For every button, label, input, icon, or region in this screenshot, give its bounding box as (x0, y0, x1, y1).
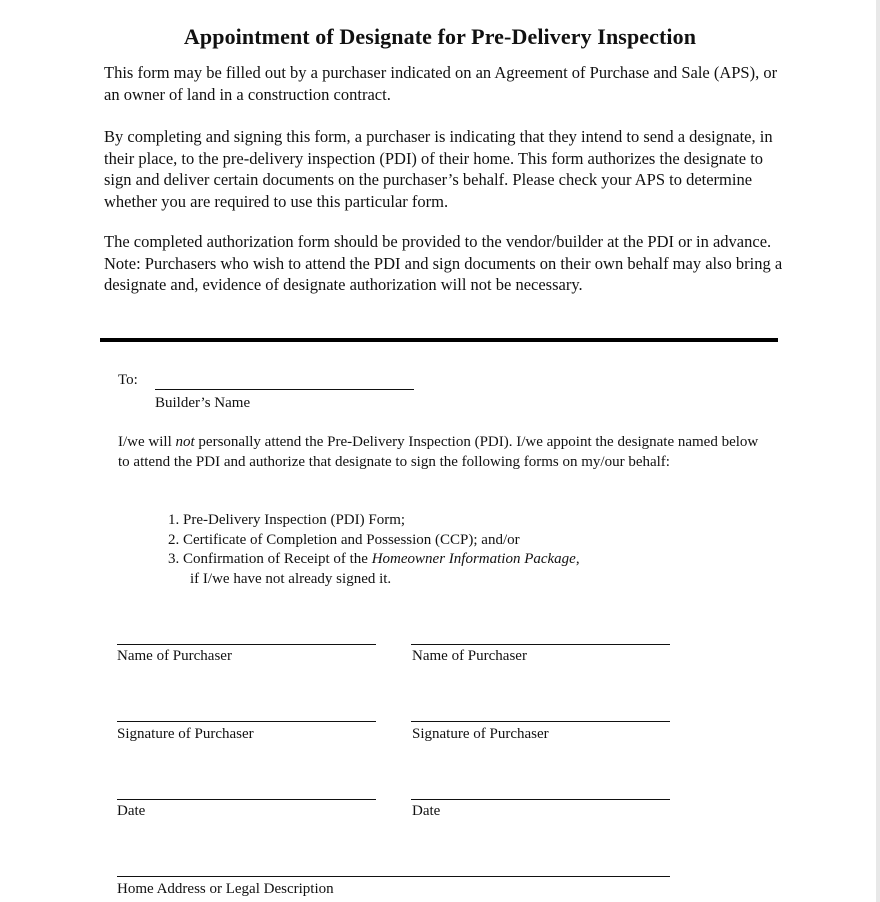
home-address-label: Home Address or Legal Description (117, 881, 334, 897)
purchaser-signature-field-left[interactable] (117, 721, 376, 722)
list-item: 1. Pre-Delivery Inspection (PDI) Form; (168, 512, 406, 528)
list-item-3-emphasis: Homeowner Information Package (371, 551, 576, 567)
date-label-right: Date (412, 803, 441, 819)
list-item-3-continuation: if I/we have not already signed it. (190, 570, 392, 587)
statement-after: personally attend the Pre-Delivery Inspection (PDI). I/we appoint the designate named below to attend the PDI and authorize that designate to sign the following forms on my/our behalf: (118, 434, 759, 470)
forms-list (168, 511, 688, 589)
builder-name-label: Builder’s Name (155, 395, 251, 411)
form-title: Appointment of Designate for Pre-Delivery Inspection (183, 24, 697, 49)
purchaser-name-field-right[interactable] (411, 644, 670, 645)
designation-statement (118, 433, 763, 472)
home-address-field[interactable] (117, 876, 670, 877)
page-edge (876, 0, 880, 902)
date-label-left: Date (117, 803, 146, 819)
section-divider (100, 338, 778, 342)
date-field-left[interactable] (117, 799, 376, 800)
list-item-3-after: , (575, 551, 580, 567)
statement-emphasis: not (175, 434, 195, 450)
purchaser-signature-field-right[interactable] (411, 721, 670, 722)
purchaser-name-label-left: Name of Purchaser (117, 648, 232, 664)
builder-name-field[interactable] (155, 389, 414, 390)
intro-paragraph-1: This form may be filled out by a purchaser indicated on an Agreement of Purchase and Sale (APS), or an owner of land in a construction contract. (104, 63, 778, 104)
date-field-right[interactable] (411, 799, 670, 800)
purchaser-signature-label-left: Signature of Purchaser (117, 726, 254, 742)
intro-paragraph-3: The completed authorization form should be provided to the vendor/builder at the PDI or in advance. Note: Purchasers who wish to attend the PDI and sign documents on their own behalf may also bring a designate and, evidence of designate authorization will not be necessary. (104, 232, 783, 294)
list-item: 2. Certificate of Completion and Possession (CCP); and/or (168, 531, 520, 548)
list-item-3-before: 3. Confirmation of Receipt of the (168, 551, 372, 567)
to-label: To: (118, 372, 138, 388)
purchaser-name-label-right: Name of Purchaser (412, 648, 527, 664)
purchaser-signature-label-right: Signature of Purchaser (412, 726, 549, 742)
statement-before: I/we will (118, 434, 176, 450)
intro-paragraph-2: By completing and signing this form, a purchaser is indicating that they intend to send a designate, in their place, to the pre-delivery inspection (PDI) of their home. This form authorizes the designate to sign and deliver certain documents on the purchaser’s behalf. Please check your APS to determine whether you are required to use this particular form. (104, 127, 773, 211)
purchaser-name-field-left[interactable] (117, 644, 376, 645)
list-item (168, 550, 688, 570)
